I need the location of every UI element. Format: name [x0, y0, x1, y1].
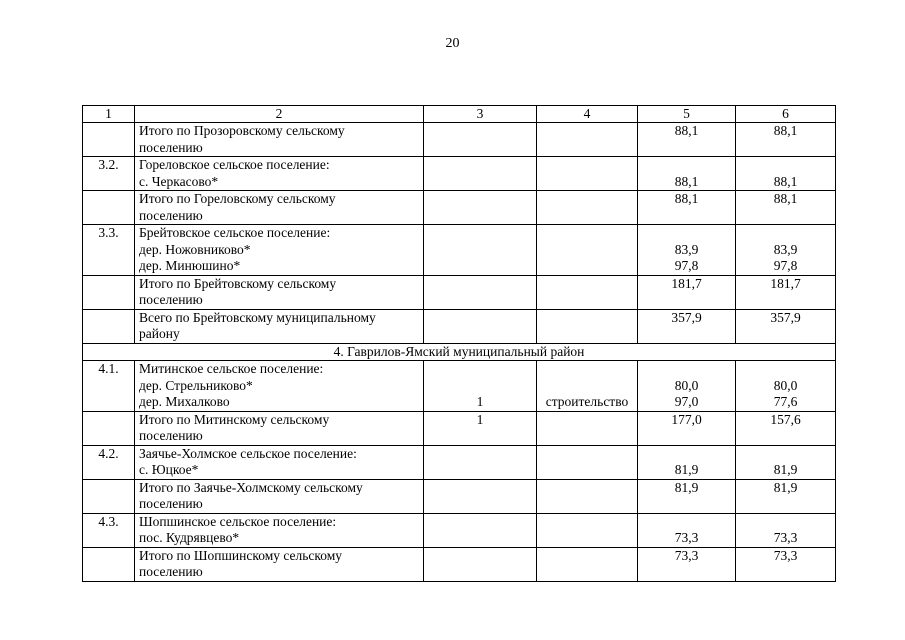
cell-line — [428, 276, 532, 293]
cell-line: 77,6 — [773, 394, 798, 409]
cell-col3 — [424, 309, 537, 343]
cell-line: 97,8 — [674, 258, 699, 273]
cell-line: 177,0 — [671, 411, 702, 427]
cell-line: району — [139, 326, 180, 341]
cell-line: дер. Минюшино* — [139, 258, 241, 273]
cell-col5 — [638, 445, 736, 479]
cell-line: Итого по Гореловскому сельскому — [139, 191, 336, 206]
cell-col3 — [424, 157, 537, 191]
cell-line — [541, 514, 633, 531]
cell-line: 181,7 — [671, 275, 702, 291]
cell-line: 81,9 — [773, 479, 798, 495]
cell-col3 — [424, 547, 537, 581]
cell-col5 — [638, 479, 736, 513]
cell-line: 97,0 — [674, 394, 699, 409]
cell-col6 — [736, 275, 836, 309]
page-number: 20 — [445, 36, 460, 51]
cell-line — [428, 462, 532, 479]
cell-line: 88,1 — [773, 173, 798, 189]
cell-col4 — [537, 191, 638, 225]
cell-line: Всего по Брейтовскому муниципальному — [139, 309, 376, 325]
section-title: 4. Гаврилов-Ямский муниципальный район — [83, 343, 836, 361]
cell-line: Гореловское сельское поселение: — [139, 157, 330, 172]
cell-col5 — [638, 157, 736, 191]
cell-line: 83,9 — [773, 241, 798, 257]
cell-col6 — [736, 225, 836, 276]
cell-line — [428, 514, 532, 531]
cell-col4 — [537, 445, 638, 479]
cell-col5 — [638, 123, 736, 157]
cell-col5 — [638, 275, 736, 309]
cell-line: 97,8 — [773, 258, 798, 273]
cell-line — [541, 361, 633, 378]
cell-code — [83, 275, 135, 309]
cell-name — [135, 157, 424, 191]
cell-name — [135, 445, 424, 479]
cell-line: Итого по Шопшинскому сельскому — [139, 547, 343, 563]
table-row — [83, 157, 836, 191]
cell-line: дер. Стрельниково* — [139, 377, 253, 393]
table-row — [83, 479, 836, 513]
column-header: 1 — [83, 106, 135, 123]
cell-line — [541, 123, 633, 140]
cell-line — [541, 548, 633, 565]
cell-col4 — [537, 479, 638, 513]
cell-col4 — [537, 309, 638, 343]
cell-line — [541, 462, 633, 479]
cell-line: 357,9 — [671, 309, 702, 325]
cell-name — [135, 513, 424, 547]
cell-name — [135, 275, 424, 309]
cell-line: 88,1 — [674, 191, 699, 206]
table-row — [83, 445, 836, 479]
cell-col3 — [424, 225, 537, 276]
cell-line: 81,9 — [773, 462, 798, 477]
cell-col4 — [537, 225, 638, 276]
cell-line — [541, 191, 633, 208]
table-row — [83, 547, 836, 581]
cell-line: поселению — [139, 564, 203, 579]
cell-line: поселению — [139, 496, 203, 511]
cell-code: 4.3. — [83, 513, 135, 547]
column-header: 4 — [537, 106, 638, 123]
cell-line: 80,0 — [773, 377, 798, 393]
cell-col4 — [537, 157, 638, 191]
data-table — [82, 105, 836, 582]
cell-col5 — [638, 513, 736, 547]
cell-code — [83, 191, 135, 225]
cell-line — [428, 310, 532, 327]
cell-line: дер. Ножовниково* — [139, 241, 251, 257]
cell-line — [740, 157, 831, 174]
cell-code: 3.3. — [83, 225, 135, 276]
cell-line — [541, 225, 633, 242]
cell-line — [740, 446, 831, 463]
cell-code — [83, 309, 135, 343]
cell-line — [428, 123, 532, 140]
cell-col6 — [736, 445, 836, 479]
cell-line: 88,1 — [674, 173, 699, 189]
cell-line — [740, 225, 831, 242]
cell-line: Заячье-Холмское сельское поселение: — [139, 445, 357, 461]
cell-line — [541, 242, 633, 259]
cell-line: Митинское сельское поселение: — [139, 361, 324, 376]
section-row — [83, 343, 836, 361]
cell-line — [541, 378, 633, 395]
cell-name — [135, 309, 424, 343]
cell-col6 — [736, 547, 836, 581]
cell-name — [135, 479, 424, 513]
table-header-row — [83, 106, 836, 123]
cell-line: с. Черкасово* — [139, 173, 219, 189]
cell-line — [428, 530, 532, 547]
table-row — [83, 513, 836, 547]
cell-code: 4.1. — [83, 361, 135, 412]
cell-code: 3.2. — [83, 157, 135, 191]
cell-line: пос. Кудрявцево* — [139, 530, 240, 545]
table-row — [83, 225, 836, 276]
column-header: 6 — [736, 106, 836, 123]
cell-line: 1 — [476, 394, 484, 409]
cell-code — [83, 479, 135, 513]
cell-line — [642, 361, 731, 378]
cell-line: 88,1 — [773, 123, 798, 138]
cell-col5 — [638, 361, 736, 412]
cell-line — [541, 530, 633, 547]
cell-col6 — [736, 309, 836, 343]
cell-line: Шопшинское сельское поселение: — [139, 513, 337, 529]
cell-line — [541, 446, 633, 463]
cell-col3 — [424, 361, 537, 412]
table-row — [83, 123, 836, 157]
cell-line: Итого по Митинскому сельскому — [139, 411, 330, 427]
cell-line — [541, 157, 633, 174]
cell-line — [642, 157, 731, 174]
cell-col6 — [736, 513, 836, 547]
cell-line: Брейтовское сельское поселение: — [139, 225, 331, 240]
cell-col6 — [736, 191, 836, 225]
cell-line: 83,9 — [674, 241, 699, 257]
cell-line: 181,7 — [770, 275, 801, 291]
cell-line — [541, 412, 633, 429]
cell-code: 4.2. — [83, 445, 135, 479]
table-row — [83, 309, 836, 343]
cell-col4 — [537, 547, 638, 581]
cell-name — [135, 411, 424, 445]
cell-line: 1 — [476, 411, 484, 427]
cell-col5 — [638, 411, 736, 445]
cell-line: Итого по Брейтовскому сельскому — [139, 275, 337, 291]
cell-col6 — [736, 361, 836, 412]
cell-line: 73,3 — [674, 547, 699, 563]
cell-line — [642, 446, 731, 463]
cell-line: с. Юцкое* — [139, 462, 199, 477]
table-row — [83, 411, 836, 445]
cell-line — [740, 361, 831, 378]
column-header: 2 — [135, 106, 424, 123]
column-header: 3 — [424, 106, 537, 123]
cell-line — [428, 242, 532, 259]
cell-line — [541, 276, 633, 293]
cell-line — [541, 310, 633, 327]
table-row — [83, 275, 836, 309]
cell-col6 — [736, 479, 836, 513]
cell-line — [740, 514, 831, 531]
cell-line — [428, 361, 532, 378]
cell-line — [541, 174, 633, 191]
cell-line: поселению — [139, 292, 203, 307]
cell-line — [428, 174, 532, 191]
cell-col3 — [424, 191, 537, 225]
cell-name — [135, 547, 424, 581]
cell-col5 — [638, 309, 736, 343]
cell-code — [83, 123, 135, 157]
cell-col4 — [537, 513, 638, 547]
cell-line: 73,3 — [773, 530, 798, 545]
cell-col5 — [638, 191, 736, 225]
cell-col5 — [638, 225, 736, 276]
cell-col4 — [537, 411, 638, 445]
cell-line: Итого по Заячье-Холмскому сельскому — [139, 479, 363, 495]
cell-col6 — [736, 411, 836, 445]
cell-name — [135, 191, 424, 225]
table-row — [83, 361, 836, 412]
cell-col6 — [736, 123, 836, 157]
cell-code — [83, 547, 135, 581]
cell-line — [642, 225, 731, 242]
cell-col3 — [424, 445, 537, 479]
cell-col3 — [424, 275, 537, 309]
cell-line — [541, 258, 633, 275]
cell-line: 80,0 — [674, 377, 699, 393]
cell-col3 — [424, 411, 537, 445]
cell-line: Итого по Прозоровскому сельскому — [139, 123, 345, 138]
cell-line: строительство — [545, 394, 629, 409]
cell-col5 — [638, 547, 736, 581]
cell-line: дер. Михалково — [139, 394, 230, 409]
cell-name — [135, 225, 424, 276]
cell-col6 — [736, 157, 836, 191]
cell-col3 — [424, 123, 537, 157]
cell-line: 73,3 — [773, 547, 798, 563]
cell-col3 — [424, 479, 537, 513]
cell-line — [428, 548, 532, 565]
cell-line: 157,6 — [770, 411, 801, 427]
cell-line — [428, 446, 532, 463]
cell-col4 — [537, 361, 638, 412]
cell-line — [428, 480, 532, 497]
table-row — [83, 191, 836, 225]
cell-line: поселению — [139, 207, 203, 223]
cell-line: 81,9 — [674, 479, 699, 495]
cell-line: 88,1 — [674, 123, 699, 138]
cell-line: 73,3 — [674, 530, 699, 545]
column-header: 5 — [638, 106, 736, 123]
cell-name — [135, 123, 424, 157]
cell-line — [428, 378, 532, 395]
cell-line — [428, 157, 532, 174]
cell-col4 — [537, 275, 638, 309]
table-body — [83, 123, 836, 582]
cell-line — [428, 191, 532, 208]
cell-line — [541, 480, 633, 497]
cell-line: поселению — [139, 139, 203, 155]
cell-line: поселению — [139, 428, 203, 443]
cell-line — [428, 258, 532, 275]
cell-line — [428, 225, 532, 242]
cell-col3 — [424, 513, 537, 547]
cell-name — [135, 361, 424, 412]
cell-line — [642, 514, 731, 531]
cell-code — [83, 411, 135, 445]
cell-col4 — [537, 123, 638, 157]
cell-line: 357,9 — [770, 309, 801, 325]
cell-line: 81,9 — [674, 462, 699, 477]
cell-line: 88,1 — [773, 191, 798, 206]
